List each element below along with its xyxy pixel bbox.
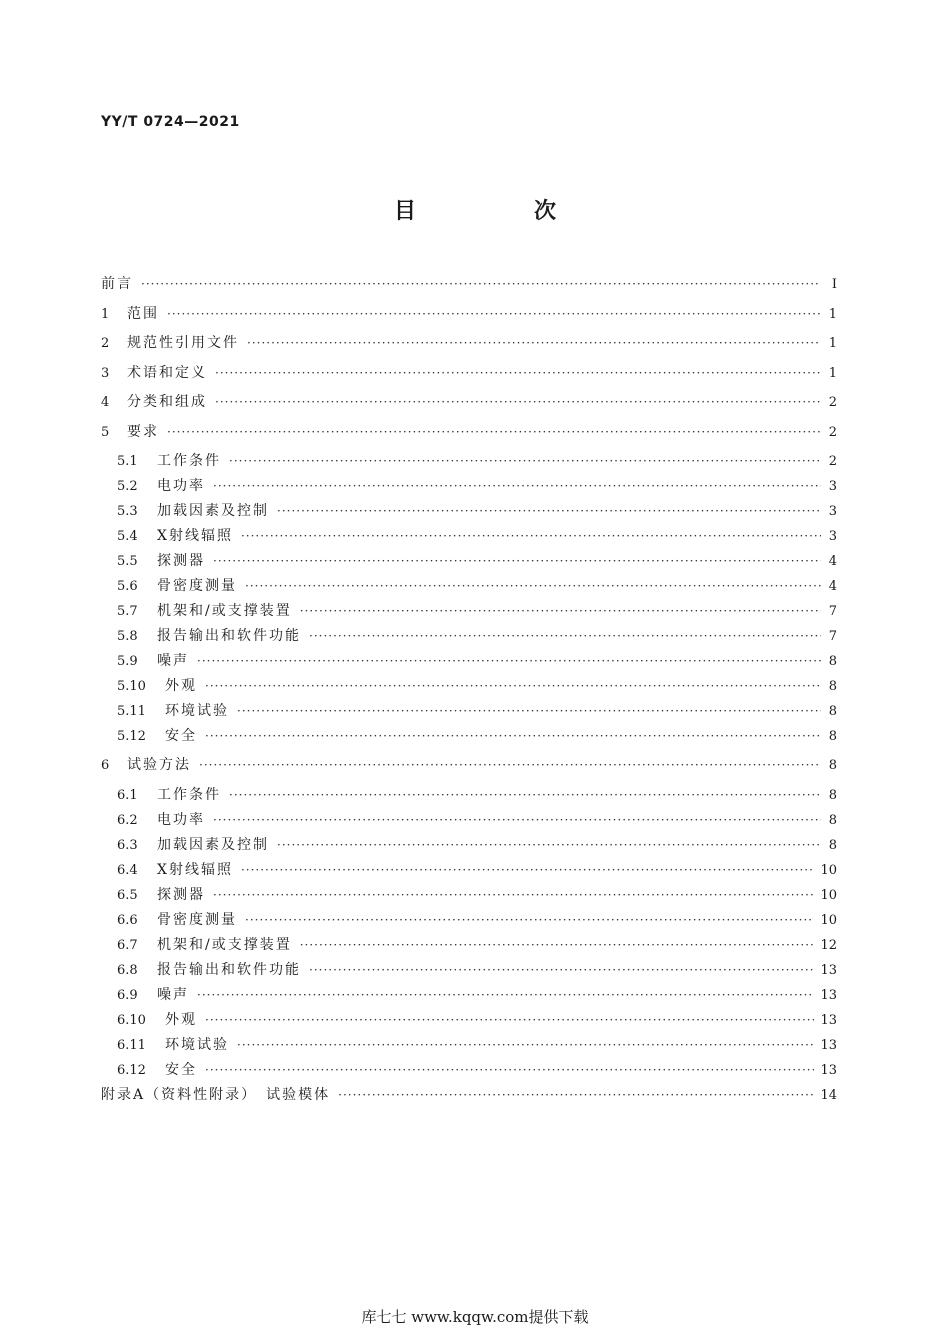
toc-entry-page-number: 10 xyxy=(820,912,837,928)
toc-entry-number: 6.4 xyxy=(117,862,138,878)
toc-section-entry[interactable] xyxy=(101,809,837,834)
toc-entry-page-number: 8 xyxy=(828,679,837,694)
toc-entry-label: X射线辐照 xyxy=(157,861,233,878)
toc-leader-dots xyxy=(309,625,821,647)
page-title: 目 次 xyxy=(393,199,604,224)
toc-entry-label: X射线辐照 xyxy=(157,528,233,544)
toc-entry-label: 范围 xyxy=(127,305,159,322)
toc-entry-label: 探测器 xyxy=(157,553,205,569)
toc-leader-dots xyxy=(245,909,814,931)
toc-leader-dots xyxy=(205,675,821,697)
toc-entry-number: 6.12 xyxy=(117,1062,146,1078)
toc-entry-label: 外观 xyxy=(165,1011,197,1028)
toc-section-entry[interactable] xyxy=(101,984,837,1009)
toc-chapter-entry[interactable] xyxy=(101,303,837,333)
toc-entry-label: 工作条件 xyxy=(157,786,221,803)
toc-entry-label: 要求 xyxy=(127,423,159,440)
toc-entry-number: 1 xyxy=(101,306,110,322)
toc-entry-label: 加载因素及控制 xyxy=(157,836,269,853)
toc-entry-number: 5 xyxy=(101,424,110,440)
toc-entry-label: 规范性引用文件 xyxy=(127,335,239,351)
toc-entry-page-number: 10 xyxy=(820,862,837,878)
toc-section-entry[interactable] xyxy=(101,475,837,500)
toc-leader-dots xyxy=(277,500,821,522)
toc-entry-number: 5.9 xyxy=(117,654,138,669)
toc-chapter-entry[interactable] xyxy=(101,362,837,392)
toc-entry-number: 4 xyxy=(101,395,110,410)
toc-entry-label: 前言 xyxy=(101,276,133,292)
toc-leader-dots xyxy=(205,1059,814,1081)
toc-entry-label: 安全 xyxy=(165,1061,197,1078)
toc-entry-label: 术语和定义 xyxy=(127,364,207,381)
toc-entry-page-number: 4 xyxy=(828,554,837,569)
toc-entry-label: 环境试验 xyxy=(165,1036,229,1053)
toc-section-entry[interactable] xyxy=(101,550,837,575)
toc-entry-page-number: 8 xyxy=(828,787,837,803)
toc-section-entry[interactable] xyxy=(101,834,837,859)
toc-leader-dots xyxy=(205,725,821,747)
toc-leader-dots xyxy=(229,450,821,472)
toc-entry-label: 探测器 xyxy=(157,886,205,903)
toc-section-entry[interactable] xyxy=(101,700,837,725)
toc-entry-label: 报告输出和软件功能 xyxy=(157,961,301,978)
table-of-contents xyxy=(101,273,837,1113)
toc-chapter-entry[interactable] xyxy=(101,391,837,421)
toc-entry-number: 6.3 xyxy=(117,837,138,853)
toc-leader-dots xyxy=(237,1034,814,1056)
toc-entry-page-number: 2 xyxy=(828,454,837,469)
toc-leader-dots xyxy=(300,600,821,622)
toc-leader-dots xyxy=(215,362,821,384)
toc-entry-number: 6.7 xyxy=(117,937,138,953)
standard-code: YY/T 0724—2021 xyxy=(101,114,240,130)
toc-entry-number: 3 xyxy=(101,365,110,381)
toc-entry-label: 安全 xyxy=(165,728,197,744)
toc-entry-number: 2 xyxy=(101,336,110,351)
toc-entry-number: 5.12 xyxy=(117,729,146,744)
toc-entry-page-number: 7 xyxy=(828,629,837,644)
toc-entry-label: 试验方法 xyxy=(127,757,191,773)
toc-section-entry[interactable] xyxy=(101,1034,837,1059)
toc-entry-page-number: 8 xyxy=(828,812,837,828)
toc-leader-dots xyxy=(167,421,821,443)
toc-section-entry[interactable] xyxy=(101,625,837,650)
toc-entry-page-number: 8 xyxy=(828,729,837,744)
toc-entry-number: 5.2 xyxy=(117,479,138,494)
toc-entry-page-number: 4 xyxy=(828,579,837,594)
toc-entry-page-number: 10 xyxy=(820,887,837,903)
toc-chapter-entry[interactable] xyxy=(101,273,837,303)
toc-entry-number: 5.1 xyxy=(117,454,138,469)
toc-entry-number: 5.11 xyxy=(117,704,146,719)
toc-leader-dots xyxy=(213,475,821,497)
toc-leader-dots xyxy=(141,273,821,295)
toc-entry-label: 环境试验 xyxy=(165,703,229,719)
toc-entry-page-number: 13 xyxy=(820,1012,837,1028)
toc-entry-number: 5.10 xyxy=(117,679,146,694)
toc-entry-number: 6.6 xyxy=(117,912,138,928)
toc-entry-page-number: 2 xyxy=(828,395,837,410)
toc-entry-number: 6.11 xyxy=(117,1037,146,1053)
toc-leader-dots xyxy=(237,700,821,722)
toc-entry-page-number: 7 xyxy=(828,604,837,619)
toc-entry-page-number: 3 xyxy=(828,504,837,519)
toc-leader-dots xyxy=(241,525,821,547)
toc-section-entry[interactable] xyxy=(101,884,837,909)
toc-entry-page-number: 13 xyxy=(820,1037,837,1053)
toc-entry-page-number: 3 xyxy=(828,529,837,544)
toc-entry-page-number: 8 xyxy=(828,758,837,773)
toc-entry-label: 骨密度测量 xyxy=(157,578,237,594)
toc-entry-page-number: 1 xyxy=(828,306,837,322)
toc-entry-label: 噪声 xyxy=(157,986,189,1003)
toc-leader-dots xyxy=(247,332,821,354)
toc-entry-number: 6 xyxy=(101,758,110,773)
toc-entry-label: 骨密度测量 xyxy=(157,911,237,928)
toc-section-entry[interactable] xyxy=(101,575,837,600)
toc-entry-page-number: 13 xyxy=(820,962,837,978)
toc-entry-label: 外观 xyxy=(165,678,197,694)
toc-section-entry[interactable] xyxy=(101,934,837,959)
toc-leader-dots xyxy=(215,391,821,413)
toc-entry-label: 加载因素及控制 xyxy=(157,503,269,519)
toc-leader-dots xyxy=(197,984,814,1006)
toc-leader-dots xyxy=(229,784,821,806)
toc-entry-number: 6.1 xyxy=(117,787,138,803)
toc-section-entry[interactable] xyxy=(101,650,837,675)
toc-section-entry[interactable] xyxy=(101,500,837,525)
toc-leader-dots xyxy=(241,859,814,881)
toc-chapter-entry[interactable] xyxy=(101,754,837,784)
toc-section-entry[interactable] xyxy=(101,725,837,750)
toc-entry-page-number: 13 xyxy=(820,987,837,1003)
toc-entry-number: 5.7 xyxy=(117,604,138,619)
toc-entry-number: 5.3 xyxy=(117,504,138,519)
toc-entry-label: 报告输出和软件功能 xyxy=(157,628,301,644)
toc-entry-page-number: 1 xyxy=(828,365,837,381)
toc-leader-dots xyxy=(205,1009,814,1031)
toc-section-entry[interactable] xyxy=(101,675,837,700)
toc-entry-number: 5.6 xyxy=(117,579,138,594)
toc-leader-dots xyxy=(213,809,821,831)
toc-chapter-entry[interactable] xyxy=(101,332,837,362)
toc-section-entry[interactable] xyxy=(101,959,837,984)
toc-leader-dots xyxy=(197,650,821,672)
toc-entry-page-number: 3 xyxy=(828,479,837,494)
toc-entry-label: 附录A（资料性附录） 试验模体 xyxy=(101,1086,331,1103)
toc-leader-dots xyxy=(338,1084,814,1106)
toc-entry-label: 机架和/或支撑装置 xyxy=(157,936,292,953)
toc-leader-dots xyxy=(300,934,815,956)
toc-leader-dots xyxy=(167,303,821,325)
toc-entry-page-number: 12 xyxy=(820,937,837,953)
toc-section-entry[interactable] xyxy=(101,1009,837,1034)
toc-section-entry[interactable] xyxy=(101,450,837,475)
toc-section-entry[interactable] xyxy=(101,1059,837,1084)
toc-chapter-entry[interactable] xyxy=(101,421,837,451)
toc-entry-number: 6.9 xyxy=(117,987,138,1003)
toc-entry-number: 6.5 xyxy=(117,887,138,903)
toc-entry-number: 6.2 xyxy=(117,812,138,828)
toc-chapter-entry[interactable] xyxy=(101,1084,837,1114)
toc-entry-label: 电功率 xyxy=(157,811,205,828)
toc-section-entry[interactable] xyxy=(101,909,837,934)
toc-entry-label: 电功率 xyxy=(157,478,205,494)
toc-entry-number: 5.5 xyxy=(117,554,138,569)
toc-entry-label: 分类和组成 xyxy=(127,394,207,410)
toc-entry-page-number: 8 xyxy=(828,654,837,669)
toc-entry-page-number: 14 xyxy=(820,1087,837,1103)
toc-leader-dots xyxy=(213,550,821,572)
toc-entry-page-number: 2 xyxy=(828,424,837,440)
toc-leader-dots xyxy=(199,754,821,776)
toc-section-entry[interactable] xyxy=(101,859,837,884)
toc-section-entry[interactable] xyxy=(101,525,837,550)
toc-leader-dots xyxy=(213,884,814,906)
toc-leader-dots xyxy=(245,575,821,597)
toc-entry-page-number: I xyxy=(831,277,837,292)
toc-entry-page-number: 8 xyxy=(828,704,837,719)
toc-entry-page-number: 8 xyxy=(828,837,837,853)
toc-entry-page-number: 1 xyxy=(828,336,837,351)
toc-entry-label: 机架和/或支撑装置 xyxy=(157,603,292,619)
toc-entry-label: 工作条件 xyxy=(157,453,221,469)
toc-section-entry[interactable] xyxy=(101,784,837,809)
footer-watermark: 库七七 www.kqqw.com提供下载 xyxy=(361,1308,589,1326)
toc-entry-page-number: 13 xyxy=(820,1062,837,1078)
toc-entry-label: 噪声 xyxy=(157,653,189,669)
toc-entry-number: 6.10 xyxy=(117,1012,146,1028)
toc-entry-number: 5.8 xyxy=(117,629,138,644)
toc-leader-dots xyxy=(277,834,821,856)
toc-section-entry[interactable] xyxy=(101,600,837,625)
toc-entry-number: 6.8 xyxy=(117,962,138,978)
toc-leader-dots xyxy=(309,959,814,981)
toc-entry-number: 5.4 xyxy=(117,529,138,544)
